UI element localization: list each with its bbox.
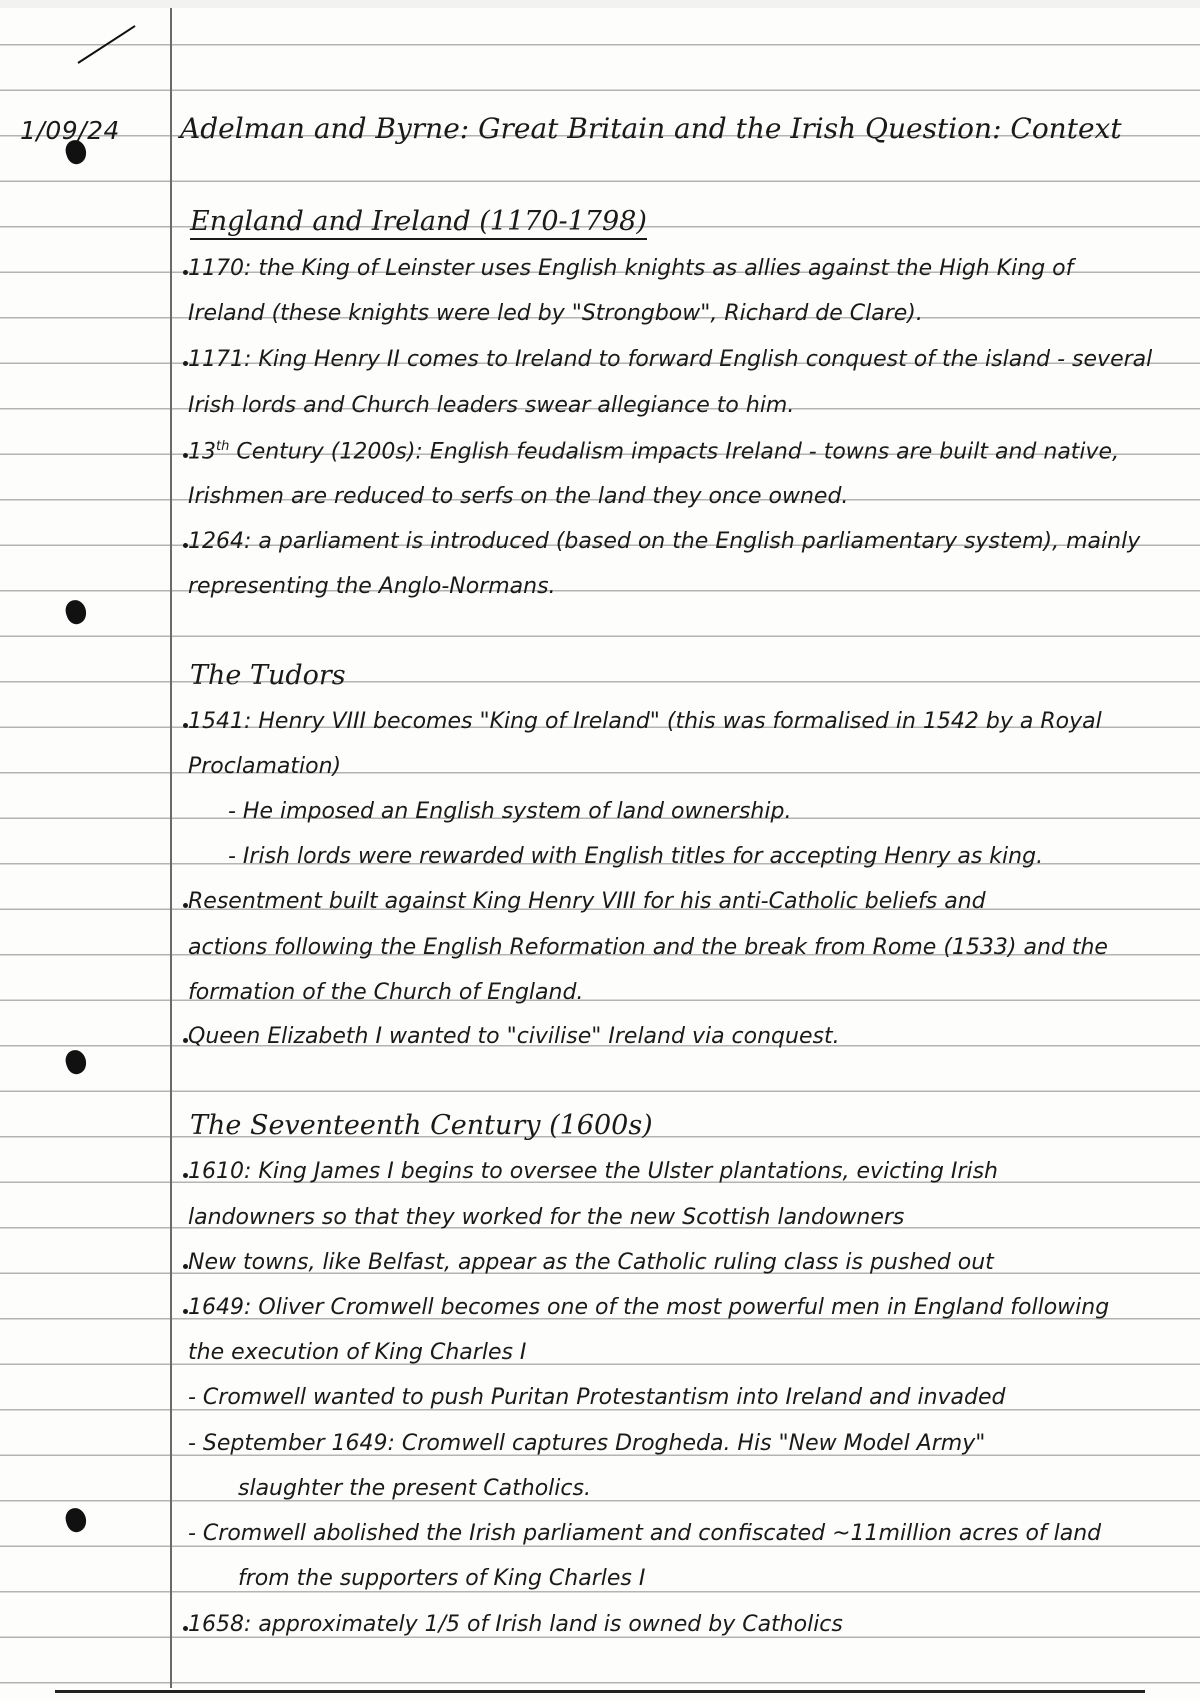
punch-hole xyxy=(62,1505,89,1534)
note-line: landowners so that they worked for the new Scottish landowners xyxy=(188,1205,905,1230)
section-heading: The Tudors xyxy=(190,660,346,691)
note-line: 1171: King Henry II comes to Ireland to forward English conquest of the island - several xyxy=(188,347,1153,372)
tick-mark xyxy=(77,25,135,64)
note-subline: - Cromwell abolished the Irish parliament and confiscated ~11million acres of land xyxy=(188,1521,1102,1546)
note-line: Proclamation) xyxy=(188,754,342,779)
note-line: actions following the English Reformation and the break from Rome (1533) and the xyxy=(188,935,1108,960)
margin-line xyxy=(170,8,172,1688)
century-suffix: th xyxy=(216,439,230,454)
note-line: 1264: a parliament is introduced (based on the English parliamentary system), mainly xyxy=(188,529,1141,554)
note-subline: from the supporters of King Charles I xyxy=(238,1566,646,1591)
note-line: 1541: Henry VIII becomes "King of Ireland" (this was formalised in 1542 by a Royal xyxy=(188,709,1102,734)
note-title: Adelman and Byrne: Great Britain and the Irish Question: Context xyxy=(180,112,1122,145)
note-subline: - September 1649: Cromwell captures Drogheda. His "New Model Army" xyxy=(188,1431,986,1456)
note-date: 1/09/24 xyxy=(20,116,120,145)
note-line xyxy=(188,440,1119,463)
note-line: 1170: the King of Leinster uses English knights as allies against the High King of xyxy=(188,256,1074,281)
note-line: formation of the Church of England. xyxy=(188,980,584,1005)
century-number: 13 xyxy=(188,439,216,465)
note-line: Resentment built against King Henry VIII for his anti-Catholic beliefs and xyxy=(188,889,986,914)
note-subline: - Cromwell wanted to push Puritan Protestantism into Ireland and invaded xyxy=(188,1385,1006,1410)
section-heading: The Seventeenth Century (1600s) xyxy=(190,1110,653,1141)
century-text: Century (1200s): English feudalism impacts Ireland - towns are built and native, xyxy=(236,439,1120,465)
note-line: 1658: approximately 1/5 of Irish land is owned by Catholics xyxy=(188,1612,843,1637)
note-line: New towns, like Belfast, appear as the Catholic ruling class is pushed out xyxy=(188,1250,994,1275)
note-line: the execution of King Charles I xyxy=(188,1340,527,1365)
note-line: Queen Elizabeth I wanted to "civilise" Ireland via conquest. xyxy=(188,1024,840,1049)
note-subline: slaughter the present Catholics. xyxy=(238,1476,591,1501)
punch-hole xyxy=(62,597,89,626)
punch-hole xyxy=(62,1047,89,1076)
note-line: Ireland (these knights were led by "Strongbow", Richard de Clare). xyxy=(188,301,923,326)
note-line: 1649: Oliver Cromwell becomes one of the most powerful men in England following xyxy=(188,1295,1110,1320)
note-subline: - He imposed an English system of land ownership. xyxy=(228,799,792,824)
note-line: Irish lords and Church leaders swear allegiance to him. xyxy=(188,393,795,418)
page-bottom-edge xyxy=(55,1690,1145,1693)
page-top-edge xyxy=(0,0,1200,8)
note-line: representing the Anglo-Normans. xyxy=(188,574,556,599)
note-line: 1610: King James I begins to oversee the Ulster plantations, evicting Irish xyxy=(188,1159,998,1184)
section-heading: England and Ireland (1170-1798) xyxy=(190,206,647,240)
note-line: Irishmen are reduced to serfs on the land they once owned. xyxy=(188,484,849,509)
note-subline: - Irish lords were rewarded with English titles for accepting Henry as king. xyxy=(228,844,1044,869)
